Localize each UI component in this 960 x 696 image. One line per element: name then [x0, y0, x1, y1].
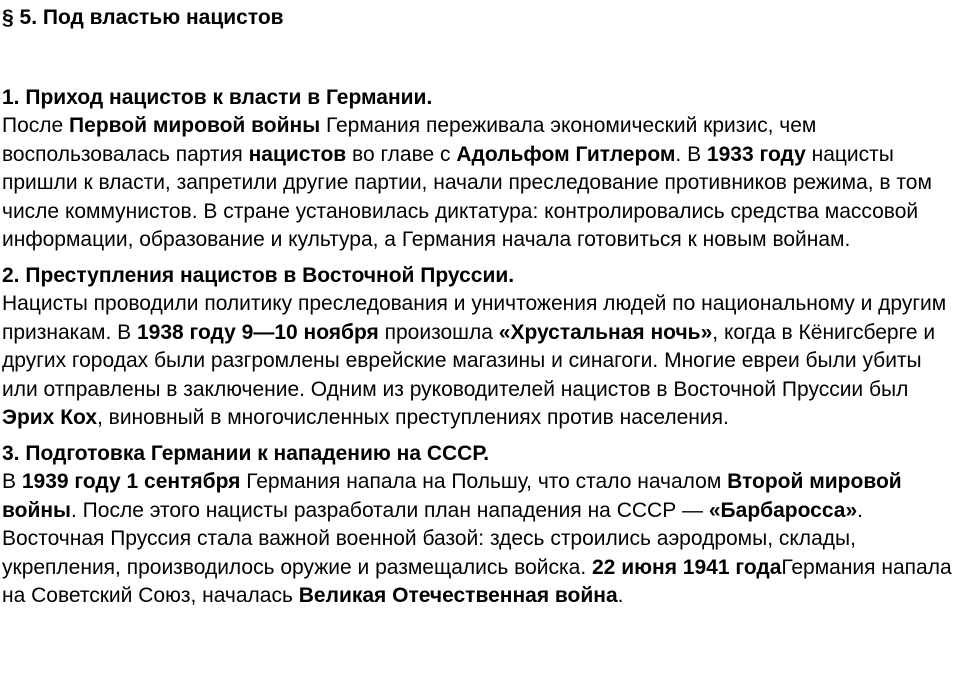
text-run: произошла	[378, 320, 499, 344]
text-run: Германия напала на Польшу, что стало началом	[240, 469, 728, 493]
bold-term: 22 июня 1941 года	[592, 555, 782, 579]
text-run: , когда в Кёнигсберге и других городах были разгромлены еврейские магазины и синагоги. Многие евреи были убиты или отправлены в заключение. Одним из руководителей нацистов в Восточной Пруссии был	[2, 320, 936, 401]
text-run: Германия напала на Советский Союз, началась	[2, 555, 952, 608]
bold-term: 1939 году 1 сентября	[21, 469, 241, 493]
text-run: Германия переживала экономический кризис, чем воспользовалась партия	[2, 114, 817, 166]
section-paragraph	[2, 468, 960, 611]
bold-term: 1938 году 9—10 ноября	[136, 320, 379, 344]
bold-term: «Хрустальная ночь»	[498, 320, 713, 344]
section-heading: 3. Подготовка Германии к нападению на СССР.	[2, 441, 490, 465]
bold-term: Адольфом Гитлером	[456, 142, 676, 166]
section-2	[2, 262, 960, 433]
text-run: .	[617, 584, 624, 608]
text-run: нацисты пришли к власти, запретили другие партии, начали преследование противников режима, в том числе коммунистов. В стране установилась диктатура: контролировались средства массовой информации, образование и культура, а Германия начала готовиться к новым войнам.	[2, 142, 932, 252]
bold-term: Первой мировой войны	[69, 114, 321, 137]
bold-term: 1933 году	[706, 142, 806, 166]
text-run: В	[2, 469, 22, 493]
text-run: , виновный в многочисленных преступлениях против населения.	[97, 406, 729, 430]
text-run: . Восточная Пруссия стала важной военной базой: здесь строились аэродромы, склады, укрепления, производилось оружие и размещались войска.	[2, 498, 864, 579]
bold-term: нацистов	[248, 142, 347, 166]
section-3	[2, 440, 960, 611]
bold-term: «Барбаросса»	[708, 498, 858, 522]
bold-term: Второй мировой войны	[2, 469, 902, 522]
text-run: . После этого нацисты разработали план нападения на СССР —	[71, 498, 709, 522]
bold-term: Великая Отечественная война	[298, 584, 618, 608]
page-title: § 5. Под властью нацистов	[2, 6, 284, 29]
section-1	[2, 84, 960, 255]
text-run: Нацисты проводили политику преследования и уничтожения людей по национальному и другим признакам. В	[2, 291, 947, 344]
section-paragraph	[2, 112, 960, 255]
text-run: во главе с	[346, 142, 457, 166]
text-run: . В	[675, 142, 707, 166]
text-run: После	[2, 114, 70, 137]
section-heading: 1. Приход нацистов к власти в Германии.	[2, 86, 433, 109]
section-heading: 2. Преступления нацистов в Восточной Пруссии.	[2, 263, 515, 287]
bold-term: Эрих Кох	[2, 406, 97, 430]
section-paragraph	[2, 290, 960, 433]
